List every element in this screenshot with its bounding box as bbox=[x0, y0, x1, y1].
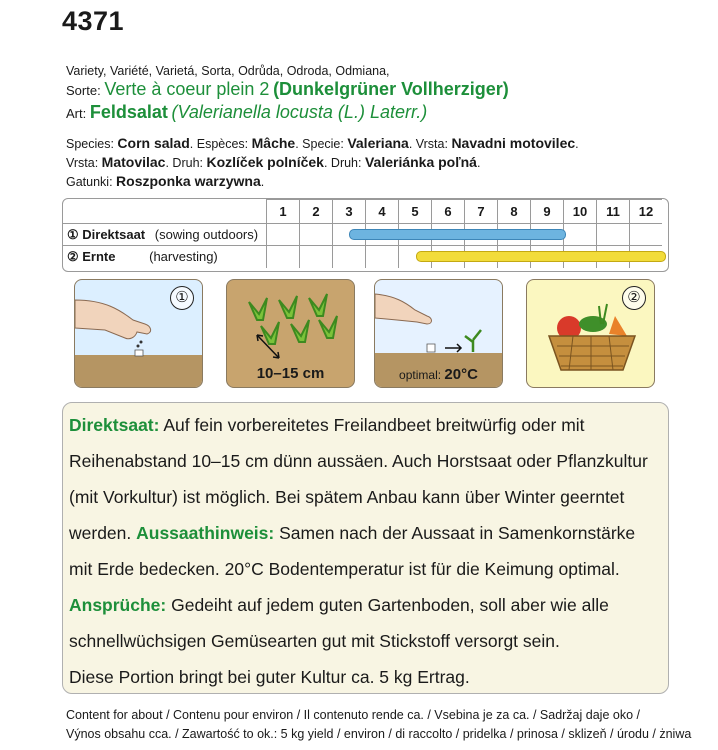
description-text: mit Erde bedecken. 20°C Bodentemperatur ist für die Keimung optimal. bbox=[69, 559, 620, 579]
month-1: 1 bbox=[267, 200, 300, 224]
panel-harvest bbox=[526, 279, 655, 388]
harvest-period-bar bbox=[416, 251, 666, 262]
species-name: Corn salad bbox=[117, 135, 190, 151]
description-line bbox=[69, 479, 624, 515]
product-code: 4371 bbox=[62, 6, 125, 36]
species-lang-label: Species: bbox=[66, 137, 118, 151]
panel-germination bbox=[374, 279, 503, 388]
step-2-badge: ② bbox=[622, 286, 646, 310]
month-11: 11 bbox=[597, 200, 630, 224]
sorte-name: Verte à coeur plein 2 bbox=[104, 79, 270, 99]
description-line bbox=[69, 515, 635, 551]
row-sowing-label bbox=[63, 224, 267, 246]
description-text: (mit Vorkultur) ist möglich. Bei spätem Anbau kann über Winter geerntet bbox=[69, 487, 625, 507]
description-text: werden. bbox=[69, 523, 137, 543]
species-name: Kozlíček polníček bbox=[206, 154, 324, 170]
art-name: Feldsalat bbox=[89, 102, 168, 122]
species-line bbox=[66, 134, 579, 153]
harvest-note: (harvesting) bbox=[149, 248, 218, 264]
sowing-label: ① Direktsaat bbox=[67, 226, 146, 242]
hand-sowing-icon bbox=[75, 280, 202, 387]
section-heading: Ansprüche: bbox=[69, 595, 167, 615]
temperature-line bbox=[375, 366, 502, 383]
description-text: Gedeiht auf jedem guten Gartenboden, soll aber wie alle bbox=[166, 595, 609, 615]
month-6: 6 bbox=[432, 200, 465, 224]
step-1-badge: ① bbox=[170, 286, 194, 310]
species-block bbox=[66, 134, 579, 191]
species-lang-label: . Espèces: bbox=[189, 137, 252, 151]
vegetable-basket-icon bbox=[527, 280, 654, 387]
harvest-label: ② Ernte bbox=[67, 248, 116, 264]
description-line bbox=[69, 443, 648, 479]
month-9: 9 bbox=[531, 200, 564, 224]
panel-sowing bbox=[74, 279, 203, 388]
sowing-calendar bbox=[62, 198, 669, 272]
variety-line: Variety, Variété, Varietá, Sorta, Odrůda, Odroda, Odmiana, bbox=[66, 64, 390, 78]
instructions-box bbox=[62, 402, 669, 694]
sorte-label: Sorte: bbox=[66, 83, 101, 98]
species-lang-label: . Druh: bbox=[165, 156, 207, 170]
species-lang-label: . Specie: bbox=[295, 137, 348, 151]
month-12: 12 bbox=[630, 200, 663, 224]
species-lang-label: . bbox=[575, 137, 579, 151]
description-text: Reihenabstand 10–15 cm dünn aussäen. Auch Horstsaat oder Pflanzkultur bbox=[69, 451, 648, 471]
month-7: 7 bbox=[465, 200, 498, 224]
species-name: Roszponka warzywna bbox=[116, 173, 261, 189]
description-line bbox=[69, 659, 470, 695]
description-text: Samen nach der Aussaat in Samenkornstärke bbox=[274, 523, 636, 543]
row-harvest-label bbox=[63, 246, 267, 268]
species-name: Matovilac bbox=[101, 154, 166, 170]
sorte-german: (Dunkelgrüner Vollherziger) bbox=[273, 79, 509, 99]
species-line bbox=[66, 172, 579, 191]
description-line bbox=[69, 551, 620, 587]
panel-spacing bbox=[226, 279, 355, 388]
month-2: 2 bbox=[300, 200, 333, 224]
description-text: Diese Portion bringt bei guter Kultur ca. 5 kg Ertrag. bbox=[69, 667, 470, 687]
species-lang-label: . Vrsta: bbox=[408, 137, 452, 151]
species-line bbox=[66, 153, 579, 172]
optimal-label: optimal: bbox=[399, 368, 442, 382]
footer-line-2: Výnos obsahu cca. / Zawartość to ok.: 5 kg yield / environ / di raccolto / pridelka / prinosa / sklizeň / úrodu / żniwa bbox=[66, 727, 692, 741]
description-line bbox=[69, 587, 609, 623]
art-latin: (Valerianella locusta (L.) Laterr.) bbox=[171, 102, 428, 122]
month-4: 4 bbox=[366, 200, 399, 224]
species-lang-label: Vrsta: bbox=[66, 156, 102, 170]
sowing-period-bar bbox=[349, 229, 566, 240]
art-label: Art: bbox=[66, 106, 87, 121]
species-name: Valeriana bbox=[347, 135, 409, 151]
description-text: Auf fein vorbereitetes Freilandbeet breitwürfig oder mit bbox=[159, 415, 585, 435]
section-heading: Direktsaat: bbox=[69, 415, 160, 435]
optimal-value: 20°C bbox=[444, 366, 478, 383]
description-text: schnellwüchsigen Gemüsearten gut mit Stickstoff versorgt sein. bbox=[69, 631, 560, 651]
section-heading: Aussaathinweis: bbox=[136, 523, 275, 543]
species-lang-label: . bbox=[260, 175, 265, 189]
species-lang-label: . bbox=[476, 156, 481, 170]
species-name: Navadni motovilec bbox=[451, 135, 576, 151]
month-3: 3 bbox=[333, 200, 366, 224]
footer-line-1: Content for about / Contenu pour environ / Il contenuto rende ca. / Vsebina je za ca. / Sadržaj daje oko / bbox=[66, 708, 640, 722]
species-lang-label: . Druh: bbox=[323, 156, 365, 170]
description-line bbox=[69, 623, 560, 659]
sorte-line bbox=[66, 80, 509, 100]
month-8: 8 bbox=[498, 200, 531, 224]
month-10: 10 bbox=[564, 200, 597, 224]
description-line bbox=[69, 407, 585, 443]
month-5: 5 bbox=[399, 200, 432, 224]
species-lang-label: Gatunki: bbox=[66, 175, 117, 189]
sowing-note: (sowing outdoors) bbox=[154, 226, 259, 242]
art-line bbox=[66, 103, 427, 123]
species-name: Valeriánka poľná bbox=[364, 154, 477, 170]
species-name: Mâche bbox=[251, 135, 296, 151]
spacing-label: 10–15 cm bbox=[256, 365, 325, 382]
